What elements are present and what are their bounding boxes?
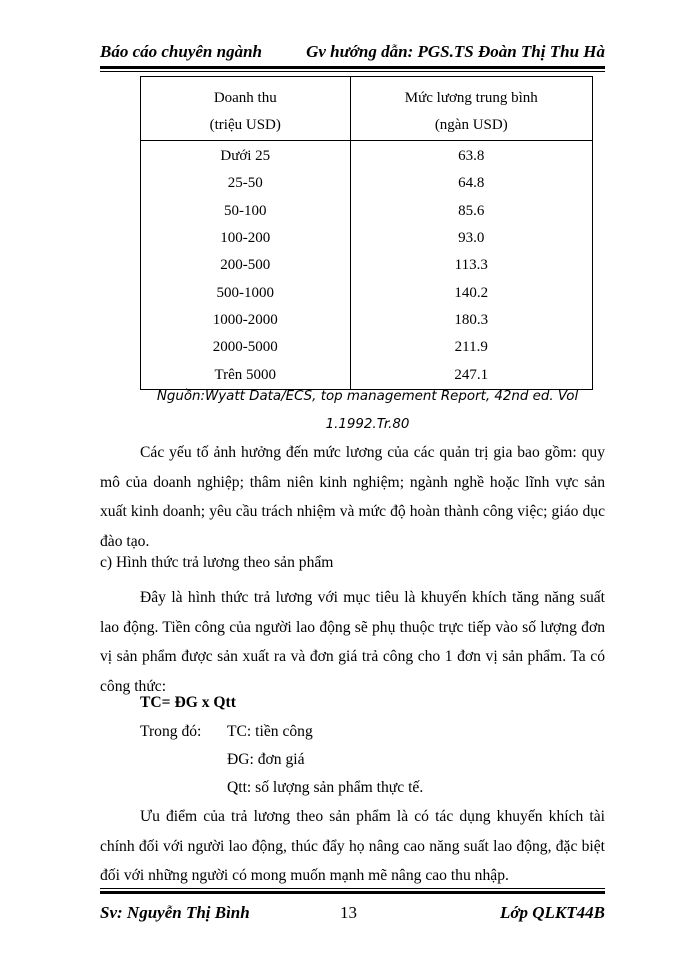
salary-cell: 180.3 xyxy=(350,307,592,334)
salary-header: Mức lương trung bình xyxy=(350,77,592,111)
page-header xyxy=(100,42,605,66)
revenue-header: Doanh thu xyxy=(141,77,351,111)
table-row xyxy=(141,198,593,225)
salary-cell: 247.1 xyxy=(350,361,592,389)
revenue-cell: 200-500 xyxy=(141,252,351,279)
revenue-cell: 500-1000 xyxy=(141,279,351,306)
table-row xyxy=(141,252,593,279)
salary-cell: 211.9 xyxy=(350,334,592,361)
paragraph-product-pay xyxy=(100,583,605,701)
salary-unit: (ngàn USD) xyxy=(350,110,592,141)
salary-cell: 140.2 xyxy=(350,279,592,306)
paragraph-product-pay-text: Đây là hình thức trả lương với mục tiêu là khuyến khích tăng năng suất lao động. Tiền công của người lao động sẽ phụ thuộc trực tiếp vào số lượng đơn vị sản phẩm được sản xuất ra và đơn giá trả công cho 1 đơn vị sản phẩm. Ta có công thức: xyxy=(100,589,605,695)
definition-dg: ĐG: đơn giá xyxy=(227,751,305,768)
revenue-cell: Trên 5000 xyxy=(141,361,351,389)
table-row xyxy=(141,307,593,334)
revenue-cell: 25-50 xyxy=(141,170,351,197)
revenue-cell: 2000-5000 xyxy=(141,334,351,361)
footer-class: Lớp QLKT44B xyxy=(500,903,605,922)
definition-qtt: Qtt: số lượng sản phẩm thực tế. xyxy=(227,779,424,796)
revenue-cell: 1000-2000 xyxy=(141,307,351,334)
table-row xyxy=(141,141,593,171)
definition-tc: TC: tiền công xyxy=(227,723,313,740)
revenue-cell: Dưới 25 xyxy=(141,141,351,171)
source-line-1: Nguồn:Wyatt Data/ECS, top management Report, 42nd ed. Vol xyxy=(156,389,579,404)
salary-cell: 63.8 xyxy=(350,141,592,171)
table-row xyxy=(141,334,593,361)
table-source xyxy=(140,383,595,439)
header-divider xyxy=(100,66,605,72)
page-footer xyxy=(100,903,605,927)
paragraph-advantage xyxy=(100,802,605,891)
salary-cell: 93.0 xyxy=(350,225,592,252)
paragraph-factors-text: Các yếu tố ảnh hưởng đến mức lương của các quản trị gia bao gồm: quy mô của doanh nghiệp; thâm niên kinh nghiệm; ngành nghề hoặc lĩnh vực sản xuất kinh doanh; yêu cầu trách nhiệm và mức độ hoàn thành công việc; giáo dục đào tạo. xyxy=(100,444,605,550)
paragraph-factors xyxy=(100,438,605,556)
page-number: 13 xyxy=(340,903,357,922)
footer-divider xyxy=(100,888,605,894)
formula: TC= ĐG x Qtt xyxy=(140,694,236,711)
revenue-cell: 50-100 xyxy=(141,198,351,225)
table-row xyxy=(141,170,593,197)
paragraph-advantage-text: Ưu điểm của trả lương theo sản phẩm là có tác dụng khuyến khích tài chính đối với người lao động, thúc đẩy họ nâng cao năng suất lao động, đặc biệt đối với những người có mong muốn mạnh mẽ nâng cao thu nhập. xyxy=(100,808,605,884)
revenue-unit: (triệu USD) xyxy=(141,110,351,141)
section-heading: c) Hình thức trả lương theo sản phẩm xyxy=(100,554,334,571)
footer-student: Sv: Nguyễn Thị Bình xyxy=(100,903,250,922)
table-row xyxy=(141,279,593,306)
salary-table xyxy=(140,76,593,390)
header-report-title: Báo cáo chuyên ngành xyxy=(100,42,262,61)
table-row xyxy=(141,225,593,252)
salary-cell: 85.6 xyxy=(350,198,592,225)
salary-cell: 64.8 xyxy=(350,170,592,197)
source-line-2: 1.1992.Tr.80 xyxy=(325,417,410,432)
revenue-cell: 100-200 xyxy=(141,225,351,252)
header-supervisor: Gv hướng dẫn: PGS.TS Đoàn Thị Thu Hà xyxy=(306,42,605,61)
where-label: Trong đó: xyxy=(140,723,202,740)
salary-cell: 113.3 xyxy=(350,252,592,279)
